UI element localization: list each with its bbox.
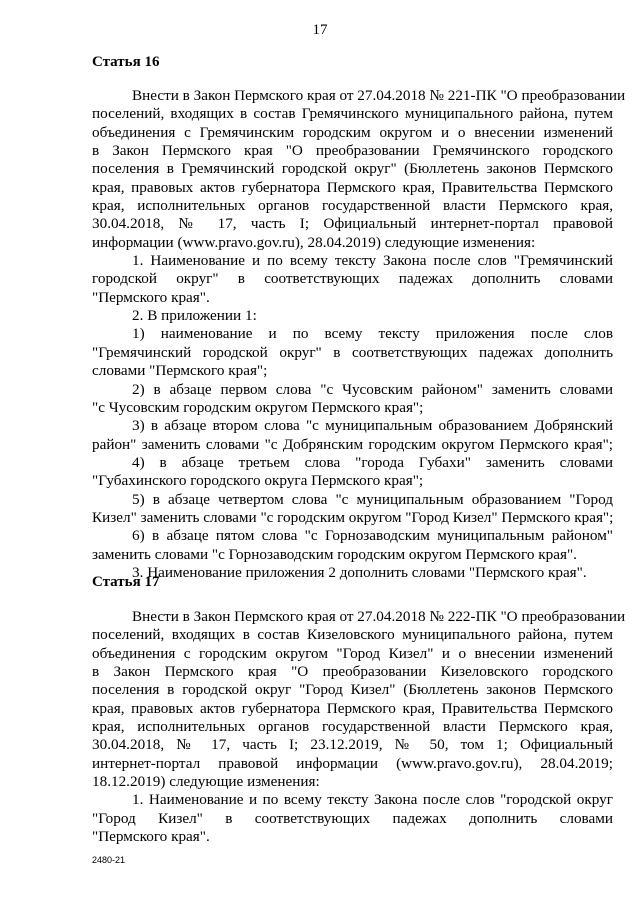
- text-line: Внести в Закон Пермского края от 27.04.2018 № 221-ПК "О преобразовании: [132, 87, 626, 104]
- page-number: 17: [312, 22, 328, 38]
- text-line: края, правовых актов губернатора Пермского края, Правительства Пермского: [92, 178, 613, 196]
- text-line: 1) наименование и по всему тексту приложения после слов: [132, 325, 613, 343]
- text-line: 30.04.2018, № 17, часть I; 23.12.2019, № 50, том 1; Официальный: [92, 736, 613, 754]
- text-line: "Пермского края".: [92, 828, 210, 846]
- text-line: Кизел" заменить словами "с городским округом "Город Кизел" Пермского края";: [92, 508, 614, 526]
- text-line: края, исполнительных органов государственной власти Пермского края,: [92, 718, 613, 736]
- text-line: 1. Наименование и по всему тексту Закона после слов "Гремячинский: [132, 252, 613, 270]
- text-line: объединения с Гремячинским городским округом и о внесении изменений: [92, 123, 613, 141]
- text-line: 4) в абзаце третьем слова "города Губахи" заменить словами: [132, 453, 613, 471]
- article-17-body: [92, 608, 626, 846]
- text-line: 3. Наименование приложения 2 дополнить словами "Пермского края".: [132, 563, 587, 581]
- text-line: края, правовых актов губернатора Пермского края, Правительства Пермского: [92, 699, 613, 717]
- text-line: Внести в Закон Пермского края от 27.04.2018 № 222-ПК "О преобразовании: [132, 608, 626, 625]
- text-line: 5) в абзаце четвертом слова "с муниципальным образованием "Город: [132, 490, 613, 508]
- text-line: 1. Наименование и по всему тексту Закона после слов "городской округ: [132, 791, 613, 809]
- text-line: "Гремячинский городской округ" в соответствующих падежах дополнить: [92, 343, 613, 361]
- text-line: поселений, входящих в состав Кизеловского муниципального района, путем: [92, 626, 613, 644]
- text-line: поселений, входящих в состав Гремячинского муниципального района, путем: [92, 105, 613, 123]
- text-line: "Пермского края".: [92, 288, 210, 306]
- text-line: объединения с городским округом "Город Кизел" и о внесении изменений: [92, 644, 613, 662]
- text-line: в Закон Пермского края "О преобразовании Гремячинского городского: [92, 142, 613, 160]
- text-line: 6) в абзаце пятом слова "с Горнозаводским муниципальным районом": [132, 527, 613, 545]
- article-16-heading: Статья 16: [92, 54, 160, 70]
- document-code: 2480-21: [92, 855, 126, 865]
- text-line: заменить словами "с Горнозаводским городским округом Пермского края".: [92, 545, 577, 563]
- text-line: информации (www.pravo.gov.ru), 28.04.2019) следующие изменения:: [92, 233, 536, 251]
- text-line: края, исполнительных органов государственной власти Пермского края,: [92, 197, 613, 215]
- text-line: интернет-портал правовой информации (www.pravo.gov.ru), 28.04.2019;: [92, 754, 613, 772]
- text-line: 30.04.2018, № 17, часть I; Официальный интернет-портал правовой: [92, 215, 613, 233]
- text-line: "с Чусовским городским округом Пермского края";: [92, 398, 424, 416]
- text-line: 18.12.2019) следующие изменения:: [92, 773, 320, 791]
- text-line: район" заменить словами "с Добрянским городским округом Пермского края";: [92, 435, 613, 453]
- article-17-heading: Статья 17: [92, 574, 160, 590]
- text-line: 2) в абзаце первом слова "с Чусовским районом" заменить словами: [132, 380, 613, 398]
- text-line: городской округ" в соответствующих падежах дополнить словами: [92, 270, 613, 288]
- text-line: 3) в абзаце втором слова "с муниципальным образованием Добрянский: [132, 417, 613, 435]
- article-16-body: [92, 87, 626, 582]
- text-line: поселения в Гремячинский городской округ" (Бюллетень законов Пермского: [92, 160, 613, 178]
- text-line: в Закон Пермского края "О преобразовании Кизеловского городского: [92, 663, 613, 681]
- text-line: поселения в городской округ "Город Кизел" (Бюллетень законов Пермского: [92, 681, 613, 699]
- text-line: "Город Кизел" в соответствующих падежах дополнить словами: [92, 809, 613, 827]
- text-line: 2. В приложении 1:: [132, 307, 257, 325]
- text-line: словами "Пермского края";: [92, 362, 268, 380]
- text-line: "Губахинского городского округа Пермского края";: [92, 472, 424, 490]
